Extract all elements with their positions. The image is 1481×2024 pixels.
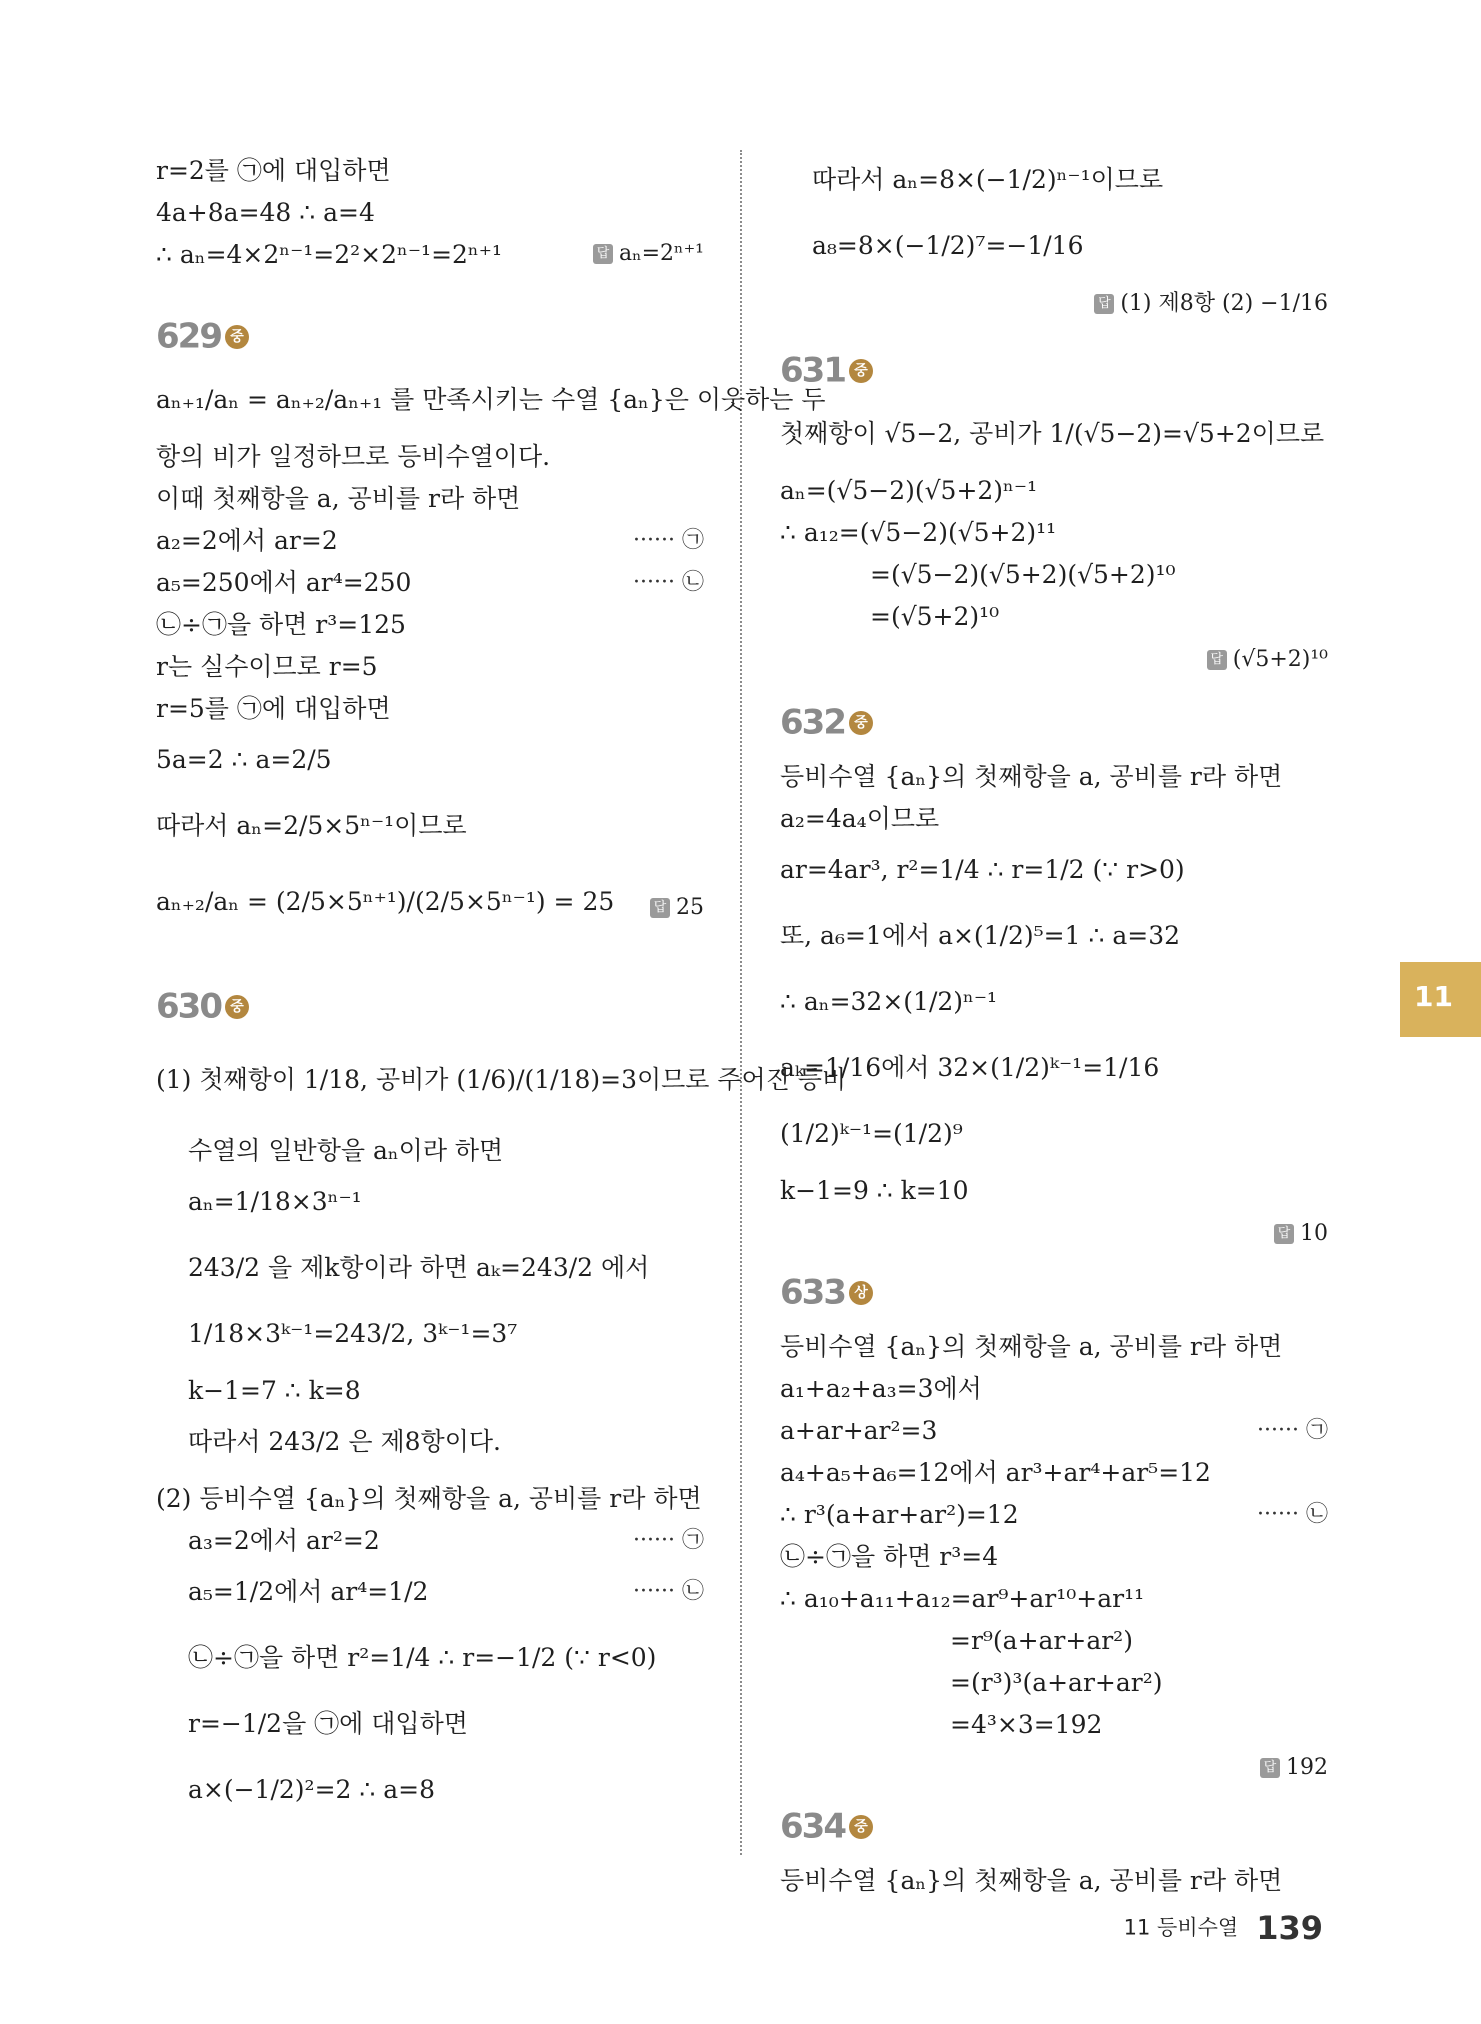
line-text: aₖ=1/16에서 32×(1/2)ᵏ⁻¹=1/16 xyxy=(780,1053,1160,1082)
line-text: 243/2 을 제k항이라 하면 aₖ=243/2 에서 xyxy=(188,1253,650,1282)
solution-line xyxy=(780,1326,1328,1368)
difficulty-badge: 중 xyxy=(225,325,249,349)
solution-line xyxy=(780,1494,1328,1536)
solution-line xyxy=(156,1304,704,1370)
line-text: aₙ=1/18×3ⁿ⁻¹ xyxy=(188,1187,362,1216)
problem-header xyxy=(780,1256,1328,1326)
line-text: aₙ=(√5−2)(√5+2)ⁿ⁻¹ xyxy=(780,476,1038,505)
line-text: 수열의 일반항을 aₙ이라 하면 xyxy=(188,1136,504,1165)
line-text: (1) 첫째항이 1/18, 공비가 (1/6)/(1/18)=3이므로 주어진 등비 xyxy=(156,1065,847,1094)
solution-line xyxy=(780,1536,1328,1578)
solution-line xyxy=(156,1628,704,1694)
solution-line xyxy=(780,1410,1328,1452)
solution-line xyxy=(780,1704,1328,1746)
line-text: ㉡÷㉠을 하면 r²=1/4 ∴ r=−1/2 (∵ r<0) xyxy=(188,1643,657,1672)
solution-line xyxy=(156,730,704,796)
line-text: (2) 등비수열 {aₙ}의 첫째항을 a, 공비를 r라 하면 xyxy=(156,1484,702,1513)
solution-line xyxy=(156,1478,704,1520)
solution-line xyxy=(156,1760,704,1826)
problem-number: 632 xyxy=(780,702,845,743)
solution-line: 따라서 aₙ=8×(−1/2)ⁿ⁻¹이므로 xyxy=(812,165,1164,194)
line-text: r=−1/2을 ㉠에 대입하면 xyxy=(188,1709,468,1738)
right-column xyxy=(780,150,1328,1902)
line-text: ∴ r³(a+ar+ar²)=12 xyxy=(780,1500,1019,1529)
solution-line xyxy=(156,646,704,688)
line-text: a+ar+ar²=3 xyxy=(780,1416,938,1445)
page-number: 139 xyxy=(1256,1908,1323,1947)
solution-line xyxy=(156,1172,704,1238)
line-text: k−1=7 ∴ k=8 xyxy=(188,1376,361,1405)
line-text: ∴ a₁₂=(√5−2)(√5+2)¹¹ xyxy=(780,518,1057,547)
difficulty-badge: 상 xyxy=(849,1281,873,1305)
answer-icon: 답 xyxy=(1094,294,1114,314)
problem-header xyxy=(156,970,704,1040)
difficulty-badge: 중 xyxy=(849,711,873,735)
problem-header xyxy=(780,1790,1328,1860)
solution-line: ∴ aₙ=4×2ⁿ⁻¹=2²×2ⁿ⁻¹=2ⁿ⁺¹ xyxy=(156,240,502,269)
line-text: a₃=2에서 ar²=2 xyxy=(188,1526,380,1555)
problem-header xyxy=(780,334,1328,404)
line-text: =4³×3=192 xyxy=(950,1710,1103,1739)
answer-text: aₙ=2ⁿ⁺¹ xyxy=(618,241,704,266)
line-text: =(√5+2)¹⁰ xyxy=(870,602,1000,631)
equation-marker: ······ ㉠ xyxy=(1257,1418,1328,1443)
solution-line xyxy=(156,1238,704,1304)
difficulty-badge: 중 xyxy=(225,995,249,1019)
solution-line xyxy=(780,512,1328,554)
line-text: =(√5−2)(√5+2)(√5+2)¹⁰ xyxy=(870,560,1176,589)
answer-text: 192 xyxy=(1286,1755,1328,1780)
line-text: r=5를 ㉠에 대입하면 xyxy=(156,694,391,723)
problem-number: 629 xyxy=(156,316,221,357)
solution-line xyxy=(780,1620,1328,1662)
solution-line xyxy=(780,1038,1328,1104)
answer-text: 10 xyxy=(1300,1221,1328,1246)
answer-icon: 답 xyxy=(593,244,613,264)
answer-box xyxy=(156,232,704,276)
page-footer xyxy=(1124,1902,1323,1952)
line-text: 5a=2 ∴ a=2/5 xyxy=(156,745,332,774)
solution-line xyxy=(780,1578,1328,1620)
solution-line xyxy=(156,688,704,730)
line-text: 1/18×3ᵏ⁻¹=243/2, 3ᵏ⁻¹=3⁷ xyxy=(188,1319,518,1348)
problem-number: 634 xyxy=(780,1806,845,1847)
solution-line: r=2를 ㉠에 대입하면 xyxy=(156,156,391,185)
line-text: 항의 비가 일정하므로 등비수열이다. xyxy=(156,442,551,471)
answer-text: (1) 제8항 (2) −1/16 xyxy=(1120,291,1328,316)
answer-box xyxy=(780,638,1328,682)
line-text: 따라서 aₙ=2/5×5ⁿ⁻¹이므로 xyxy=(156,811,467,840)
solution-line xyxy=(780,1368,1328,1410)
line-text: aₙ₊₁/aₙ = aₙ₊₂/aₙ₊₁ 를 만족시키는 수열 {aₙ}은 이웃하는 두 xyxy=(156,385,826,414)
chapter-side-tab xyxy=(1400,962,1481,1037)
solution-line xyxy=(156,604,704,646)
line-text: ㉡÷㉠을 하면 r³=4 xyxy=(780,1542,999,1571)
solution-line xyxy=(156,478,704,520)
chapter-title: 11 등비수열 xyxy=(1123,1915,1239,1940)
equation-marker: ······ ㉠ xyxy=(633,1528,704,1553)
line-text: 첫째항이 √5−2, 공비가 1/(√5−2)=√5+2이므로 xyxy=(780,419,1325,448)
solution-line xyxy=(780,470,1328,512)
solution-line xyxy=(156,796,704,862)
line-text: ㉡÷㉠을 하면 r³=125 xyxy=(156,610,406,639)
line-text: a₅=1/2에서 ar⁴=1/2 xyxy=(188,1577,429,1606)
answer-box xyxy=(780,282,1328,326)
answer-icon: 답 xyxy=(650,898,670,918)
line-text: a₄+a₅+a₆=12에서 ar³+ar⁴+ar⁵=12 xyxy=(780,1458,1211,1487)
line-text: a₂=2에서 ar=2 xyxy=(156,526,338,555)
solution-line xyxy=(156,1130,704,1172)
problem-number: 630 xyxy=(156,986,221,1027)
solution-line xyxy=(780,1170,1328,1212)
solution-line xyxy=(156,1412,704,1478)
line-text: 등비수열 {aₙ}의 첫째항을 a, 공비를 r라 하면 xyxy=(780,762,1283,791)
solution-line xyxy=(156,370,826,436)
line-text: (1/2)ᵏ⁻¹=(1/2)⁹ xyxy=(780,1119,963,1148)
solution-line xyxy=(780,840,1328,906)
solution-line xyxy=(156,520,704,562)
chapter-tab-number: 11 xyxy=(1414,980,1453,1013)
solution-line xyxy=(780,1452,1328,1494)
line-text: =(r³)³(a+ar+ar²) xyxy=(950,1668,1163,1697)
solution-line xyxy=(156,1562,704,1628)
line-text: ∴ a₁₀+a₁₁+a₁₂=ar⁹+ar¹⁰+ar¹¹ xyxy=(780,1584,1145,1613)
problem-header xyxy=(156,300,704,370)
equation-marker: ······ ㉡ xyxy=(1257,1502,1328,1527)
equation-marker: ······ ㉡ xyxy=(633,1579,704,1604)
problem-header xyxy=(780,686,1328,756)
line-text: 등비수열 {aₙ}의 첫째항을 a, 공비를 r라 하면 xyxy=(780,1332,1283,1361)
answer-box xyxy=(780,1746,1328,1790)
solution-line xyxy=(156,436,704,478)
answer-text: 25 xyxy=(676,895,704,920)
line-text: 또, a₆=1에서 a×(1/2)⁵=1 ∴ a=32 xyxy=(780,921,1181,950)
line-text: ar=4ar³, r²=1/4 ∴ r=1/2 (∵ r>0) xyxy=(780,855,1185,884)
answer-text: (√5+2)¹⁰ xyxy=(1232,647,1328,672)
equation-marker: ······ ㉡ xyxy=(633,570,704,595)
solution-line xyxy=(156,1520,704,1562)
line-text: a₁+a₂+a₃=3에서 xyxy=(780,1374,982,1403)
equation-marker: ······ ㉠ xyxy=(633,528,704,553)
line-text: 따라서 243/2 은 제8항이다. xyxy=(188,1427,501,1456)
line-text: 등비수열 {aₙ}의 첫째항을 a, 공비를 r라 하면 xyxy=(780,1866,1283,1895)
line-text: ∴ aₙ=32×(1/2)ⁿ⁻¹ xyxy=(780,987,998,1016)
solution-line xyxy=(156,1694,704,1760)
solution-line: a₈=8×(−1/2)⁷=−1/16 xyxy=(812,231,1084,260)
answer-box xyxy=(156,886,704,930)
solution-line xyxy=(156,1040,847,1130)
line-text: a×(−1/2)²=2 ∴ a=8 xyxy=(188,1775,435,1804)
line-text: a₂=4a₄이므로 xyxy=(780,804,940,833)
solution-line xyxy=(780,1662,1328,1704)
solution-line xyxy=(780,756,1328,798)
solution-line xyxy=(780,798,1328,840)
line-text: =r⁹(a+ar+ar²) xyxy=(950,1626,1133,1655)
answer-icon: 답 xyxy=(1207,650,1227,670)
answer-box xyxy=(780,1212,1328,1256)
solution-line xyxy=(780,404,1328,470)
answer-icon: 답 xyxy=(1260,1758,1280,1778)
solution-line xyxy=(780,1860,1328,1902)
line-text: a₅=250에서 ar⁴=250 xyxy=(156,568,412,597)
line-text: 이때 첫째항을 a, 공비를 r라 하면 xyxy=(156,484,521,513)
solution-line xyxy=(780,906,1328,972)
solution-line xyxy=(156,562,704,604)
solution-line: 4a+8a=48 ∴ a=4 xyxy=(156,198,375,227)
line-text: r는 실수이므로 r=5 xyxy=(156,652,378,681)
solution-line xyxy=(780,596,1328,638)
answer-icon: 답 xyxy=(1274,1224,1294,1244)
solution-line xyxy=(156,1370,704,1412)
line-text: aₙ₊₂/aₙ = (2/5×5ⁿ⁺¹)/(2/5×5ⁿ⁻¹) = 25 xyxy=(156,887,615,916)
problem-number: 633 xyxy=(780,1272,845,1313)
problem-number: 631 xyxy=(780,350,845,391)
solution-line xyxy=(780,1104,1328,1170)
difficulty-badge: 중 xyxy=(849,1815,873,1839)
solution-line xyxy=(780,554,1328,596)
difficulty-badge: 중 xyxy=(849,359,873,383)
line-text: k−1=9 ∴ k=10 xyxy=(780,1176,969,1205)
solution-line xyxy=(780,972,1328,1038)
